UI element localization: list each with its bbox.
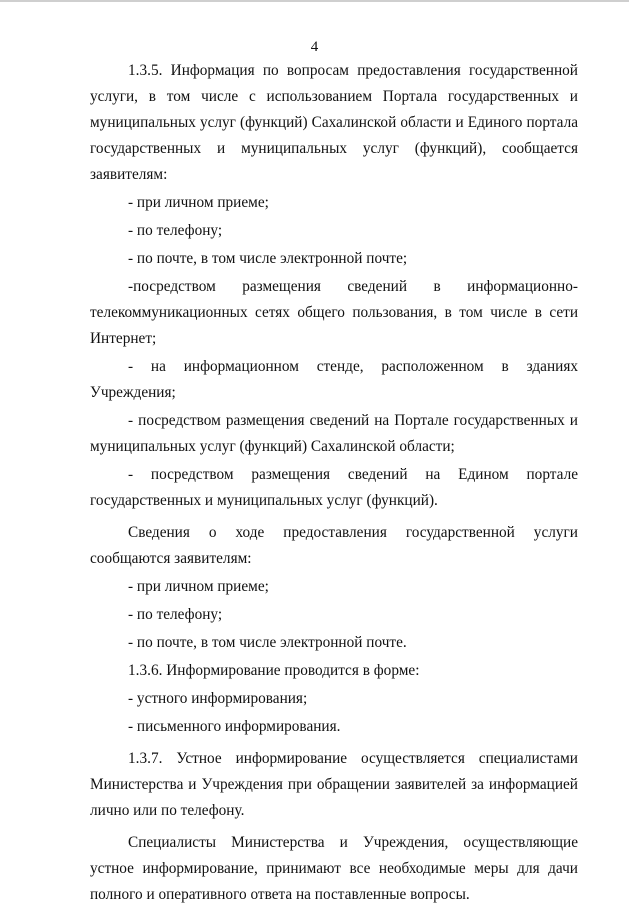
paragraph-1-3-5: 1.3.5. Информация по вопросам предоставления государственной услуги, в том числе с использованием Портала государственных и муниципальных услуг (функций) Сахалинской области и Единого портала государственных и муниципальных услуг (функций), сообщается заявителям:: [90, 62, 578, 183]
list-item-telephone: - по телефону;: [128, 222, 223, 239]
list-item-mail-2: - по почте, в том числе электронной почте.: [128, 634, 407, 651]
scan-top-edge: [0, 0, 629, 2]
list-item-internet: -посредством размещения сведений в информационно-телекоммуникационных сетях общего пользования, в том числе в сети Интернет;: [90, 278, 578, 347]
paragraph-1-3-7: 1.3.7. Устное информирование осуществляется специалистами Министерства и Учреждения при обращении заявителей за информацией лично или по телефону.: [90, 750, 578, 819]
list-item-mail: - по почте, в том числе электронной почте;: [128, 250, 408, 267]
paragraph-progress-info: Сведения о ходе предоставления государственной услуги сообщаются заявителям:: [90, 524, 578, 567]
page-number: 4: [310, 39, 319, 55]
list-item-personal-reception-2: - при личном приеме;: [128, 578, 269, 595]
document-body: [90, 58, 578, 908]
list-item-written: - письменного информирования.: [128, 718, 341, 735]
list-item-regional-portal: - посредством размещения сведений на Портале государственных и муниципальных услуг (функций) Сахалинской области;: [90, 412, 578, 455]
list-item-oral: - устного информирования;: [128, 690, 308, 707]
list-item-telephone-2: - по телефону;: [128, 606, 223, 623]
list-item-unified-portal: - посредством размещения сведений на Едином портале государственных и муниципальных услуг (функций).: [90, 466, 578, 509]
paragraph-1-3-6: 1.3.6. Информирование проводится в форме:: [128, 662, 420, 679]
list-item-info-stand: - на информационном стенде, расположенном в зданиях Учреждения;: [90, 358, 578, 401]
list-item-personal-reception: - при личном приеме;: [128, 194, 269, 211]
paragraph-specialists: Специалисты Министерства и Учреждения, осуществляющие устное информирование, принимают все необходимые меры для дачи полного и оперативного ответа на поставленные вопросы.: [90, 834, 578, 903]
